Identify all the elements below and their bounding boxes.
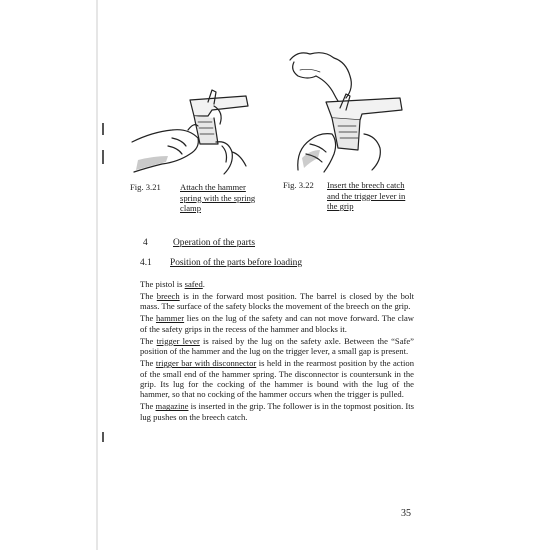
paragraph: The magazine is inserted in the grip. The follower is in the topmost position. Its lug pushes on the breech catch. xyxy=(140,401,415,422)
keyword: trigger lever xyxy=(156,335,200,346)
keyword: safed xyxy=(184,279,203,289)
body-text xyxy=(140,279,414,424)
page-edge-shadow xyxy=(96,0,98,550)
figure-caption xyxy=(283,180,423,214)
keyword: breech xyxy=(156,291,180,301)
section-heading xyxy=(143,238,403,250)
paragraph: The hammer lies on the lug of the safety and can not move forward. The claw of the safety grips in the recess of the hammer and blocks it. xyxy=(140,313,414,334)
section-heading xyxy=(140,258,400,270)
paragraph: The pistol is safed. xyxy=(140,279,205,289)
keyword: magazine xyxy=(155,401,189,412)
page-number: 35 xyxy=(401,508,411,519)
binding-mark xyxy=(102,150,104,164)
figure-caption xyxy=(130,182,270,216)
figure-number: Fig. 3.21 xyxy=(130,182,161,192)
binding-mark xyxy=(102,432,104,442)
keyword: trigger bar with disconnector xyxy=(155,358,257,369)
figure-caption-text: Attach the hammer spring with the spring clamp xyxy=(180,182,256,214)
section-number: 4.1 xyxy=(140,258,152,268)
figure-3-22-illustration xyxy=(280,46,420,176)
figure-caption-text: Insert the breech catch and the trigger lever in the grip xyxy=(327,180,406,212)
figure-number: Fig. 3.22 xyxy=(283,180,314,190)
keyword: hammer xyxy=(155,313,185,324)
section-title: Position of the parts before loading xyxy=(170,258,303,268)
paragraph: The trigger lever is raised by the lug on the safety axle. Between the “Safe” position of the hammer and the lug on the trigger lever, a small gap is present. xyxy=(140,335,414,357)
paragraph: The trigger bar with disconnector is held in the rearmost position by the action of the small end of the hammer spring. The disconnector is countersunk in the grip. Its lug for the cocking of the hammer is bound with the lug of the hammer, so that no cocking of the hammer occurs when the trigger is pulled. xyxy=(140,358,414,400)
binding-mark xyxy=(102,123,104,135)
paragraph: The breech is in the forward most position. The barrel is closed by the bolt mass. The surface of the safety blocks the movement of the breech on the grip. xyxy=(140,291,414,312)
section-number: 4 xyxy=(143,238,148,248)
section-title: Operation of the parts xyxy=(173,238,256,248)
figure-3-21-illustration xyxy=(128,82,278,180)
